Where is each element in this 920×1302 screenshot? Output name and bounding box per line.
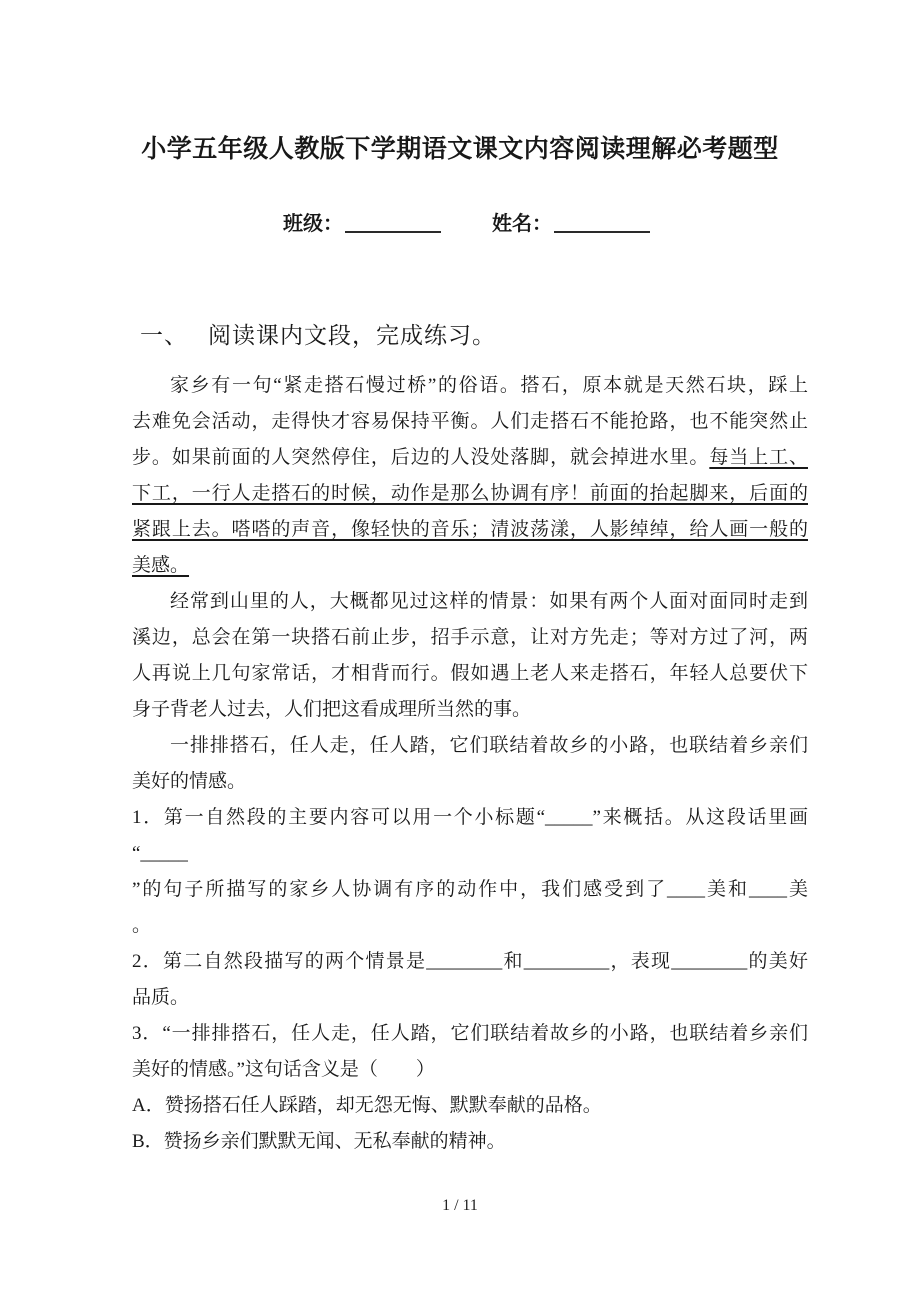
question-2-line — [132, 944, 808, 980]
text-segment: 品质。 — [132, 987, 190, 1008]
passage-line — [132, 440, 808, 476]
text-segment: 1．第一自然段的主要内容可以用一个小标题“_____”来概括。从这段话里画 — [132, 807, 808, 828]
passage-line — [132, 584, 808, 620]
section-heading — [140, 321, 496, 351]
passage-line — [132, 512, 808, 548]
text-segment: ”的句子所描写的家乡人协调有序的动作中，我们感受到了____美和____美 — [132, 879, 808, 900]
underlined-text: 紧跟上去。嗒嗒的声音，像轻快的音乐；清波荡漾，人影绰绰，给人画一般的 — [132, 519, 808, 540]
text-segment: 经常到山里的人，大概都见过这样的情景：如果有两个人面对面同时走到 — [170, 591, 808, 612]
class-field — [283, 211, 441, 237]
document-title: 小学五年级人教版下学期语文课文内容阅读理解必考题型 — [141, 134, 779, 163]
text-segment: 去难免会活动，走得快才容易保持平衡。人们走搭石不能抢路，也不能突然止 — [132, 411, 808, 432]
document-body — [132, 368, 808, 1160]
text-segment: 身子背老人过去，人们把这看成理所当然的事。 — [132, 699, 532, 720]
text-segment: 3．“一排排搭石，任人走，任人踏，它们联结着故乡的小路，也联结着乡亲们 — [132, 1023, 808, 1044]
passage-line — [132, 368, 808, 404]
question-2-line — [132, 980, 808, 1016]
underlined-text: 下工，一行人走搭石的时候，动作是那么协调有序！前面的抬起脚来，后面的 — [132, 483, 808, 504]
passage-line — [132, 656, 808, 692]
passage-line — [132, 404, 808, 440]
question-1-line — [132, 836, 808, 872]
passage-line — [132, 692, 808, 728]
text-segment: 2．第二自然段描写的两个情景是________和_________，表现________的美好 — [132, 951, 808, 972]
option-a-line — [132, 1088, 808, 1124]
passage-line — [132, 728, 808, 764]
name-label: 姓名： — [492, 213, 552, 235]
text-segment: 一排排搭石，任人走，任人踏，它们联结着故乡的小路，也联结着乡亲们 — [170, 735, 808, 756]
text-segment: 步。如果前面的人突然停住，后边的人没处落脚，就会掉进水里。 — [132, 447, 710, 468]
text-segment: A．赞扬搭石任人踩踏，却无怨无悔、默默奉献的品格。 — [132, 1095, 602, 1116]
text-segment: 美好的情感。”这句话含义是（ ） — [132, 1059, 435, 1080]
class-blank-line — [345, 213, 441, 233]
passage-line — [132, 764, 808, 800]
name-blank-line — [554, 213, 650, 233]
text-segment: 。 — [132, 915, 152, 936]
underlined-text: 每当上工、 — [709, 447, 808, 468]
class-label: 班级： — [283, 213, 343, 235]
question-1-line — [132, 800, 808, 836]
page-number: 1 / 11 — [442, 1197, 478, 1214]
text-segment: 美好的情感。 — [132, 771, 247, 792]
question-3-line — [132, 1016, 808, 1052]
passage-line — [132, 476, 808, 512]
student-info-row — [283, 211, 650, 237]
text-segment: B．赞扬乡亲们默默无闻、无私奉献的精神。 — [132, 1131, 506, 1152]
question-1-line — [132, 908, 808, 944]
section-title: 阅读课内文段，完成练习。 — [208, 323, 496, 348]
question-1-line — [132, 872, 808, 908]
text-segment: 溪边，总会在第一块搭石前止步，招手示意，让对方先走；等对方过了河，两 — [132, 627, 808, 648]
text-segment: 家乡有一句“紧走搭石慢过桥”的俗语。搭石，原本就是天然石块，踩上 — [170, 375, 808, 396]
option-b-line — [132, 1124, 808, 1160]
section-number: 一、 — [140, 323, 188, 348]
question-3-line — [132, 1052, 808, 1088]
passage-line — [132, 548, 808, 584]
underlined-text: 美感。 — [132, 555, 190, 576]
passage-line — [132, 620, 808, 656]
text-segment: “_____ — [132, 843, 188, 864]
text-segment: 人再说上几句家常话，才相背而行。假如遇上老人来走搭石，年轻人总要伏下 — [132, 663, 808, 684]
name-field — [492, 211, 650, 237]
